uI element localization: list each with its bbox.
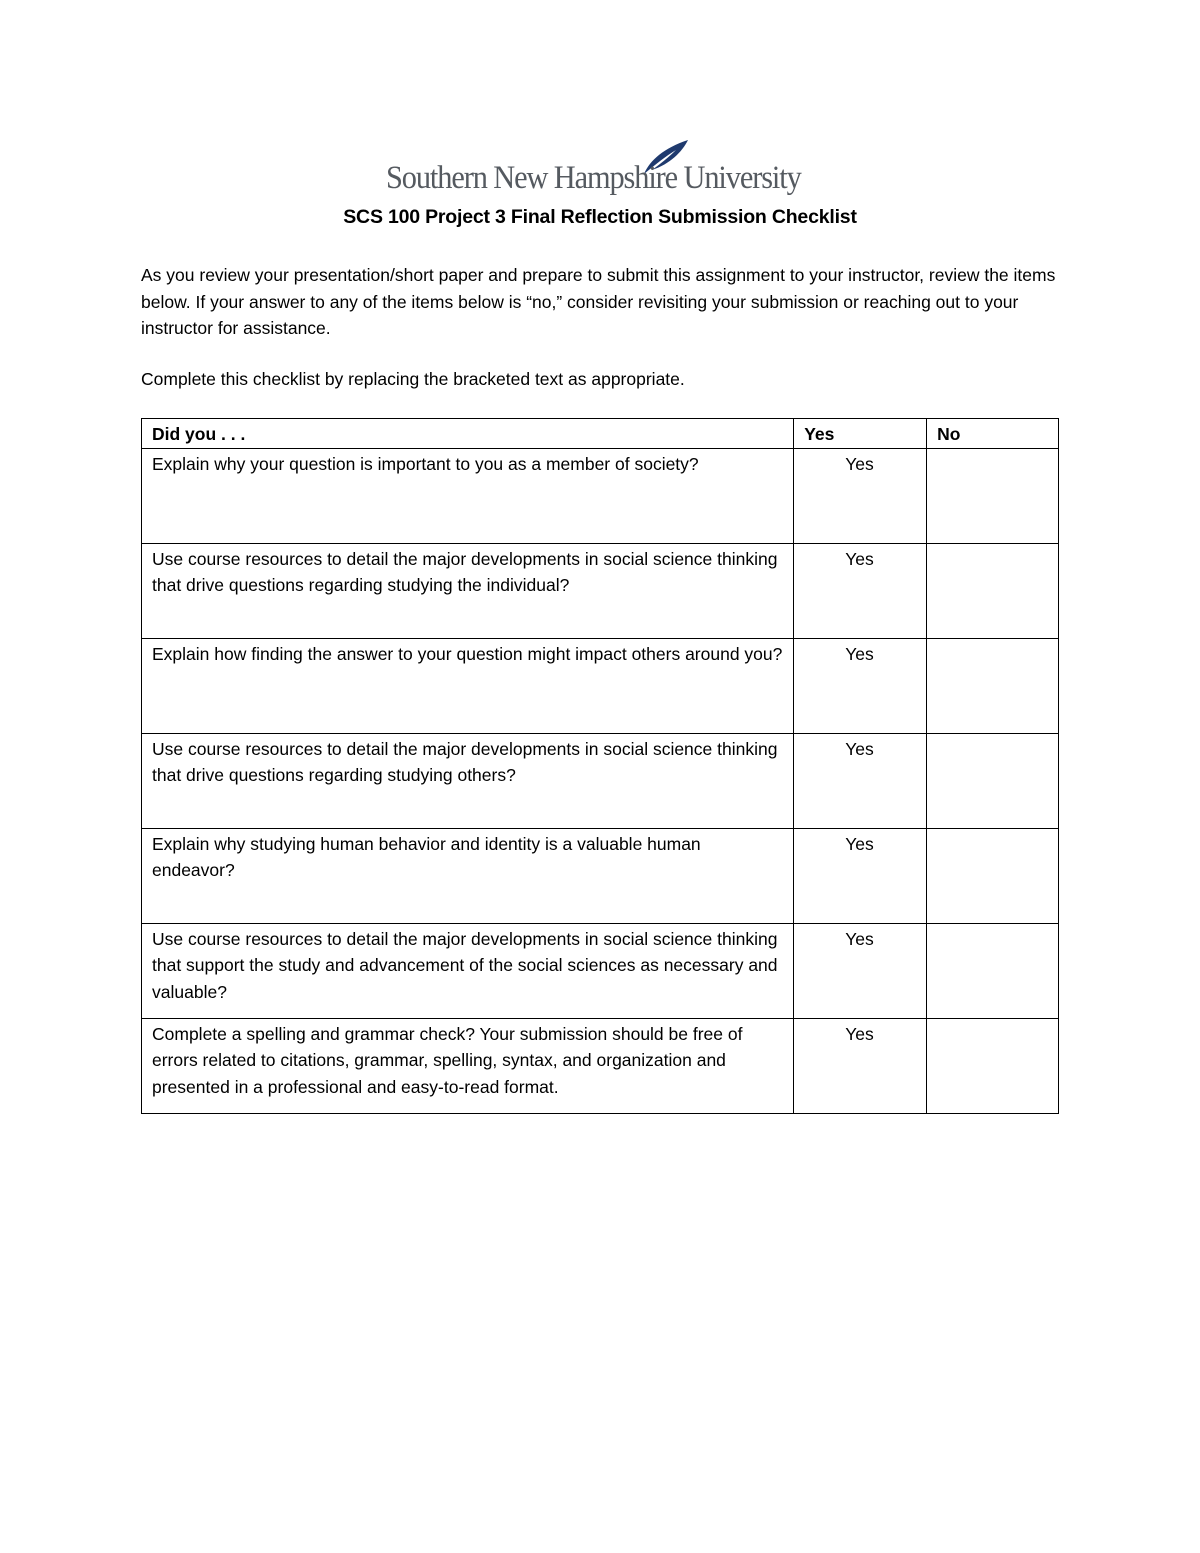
header-no: No: [927, 419, 1059, 449]
university-logo: [386, 138, 816, 208]
yes-cell[interactable]: Yes: [794, 923, 927, 1018]
table-row: [142, 448, 1059, 543]
submission-checklist-table: [141, 418, 1059, 1114]
question-cell: Explain how finding the answer to your question might impact others around you?: [142, 638, 794, 733]
question-cell: Complete a spelling and grammar check? Your submission should be free of errors related to citations, grammar, spelling, syntax, and organization and presented in a professional and easy-to-read format.: [142, 1018, 794, 1113]
instructions-paragraph: Complete this checklist by replacing the bracketed text as appropriate.: [141, 369, 685, 389]
yes-cell[interactable]: Yes: [794, 1018, 927, 1113]
question-cell: Explain why studying human behavior and identity is a valuable human endeavor?: [142, 828, 794, 923]
no-cell[interactable]: [927, 1018, 1059, 1113]
table-row: [142, 638, 1059, 733]
question-cell: Use course resources to detail the major developments in social science thinking that support the study and advancement of the social sciences as necessary and valuable?: [142, 923, 794, 1018]
question-cell: Use course resources to detail the major developments in social science thinking that drive questions regarding studying others?: [142, 733, 794, 828]
header-yes: Yes: [794, 419, 927, 449]
no-cell[interactable]: [927, 638, 1059, 733]
yes-cell[interactable]: Yes: [794, 733, 927, 828]
table-row: [142, 828, 1059, 923]
no-cell[interactable]: [927, 923, 1059, 1018]
question-cell: Use course resources to detail the major developments in social science thinking that drive questions regarding studying the individual?: [142, 543, 794, 638]
table-row: [142, 923, 1059, 1018]
table-row: [142, 733, 1059, 828]
header-did-you: Did you . . .: [142, 419, 794, 449]
no-cell[interactable]: [927, 448, 1059, 543]
document-title: SCS 100 Project 3 Final Reflection Submission Checklist: [343, 206, 857, 228]
yes-cell[interactable]: Yes: [794, 543, 927, 638]
question-cell: Explain why your question is important to you as a member of society?: [142, 448, 794, 543]
yes-cell[interactable]: Yes: [794, 828, 927, 923]
table-row: [142, 1018, 1059, 1113]
table-header-row: [142, 419, 1059, 449]
no-cell[interactable]: [927, 543, 1059, 638]
yes-cell[interactable]: Yes: [794, 638, 927, 733]
no-cell[interactable]: [927, 828, 1059, 923]
yes-cell[interactable]: Yes: [794, 448, 927, 543]
table-row: [142, 543, 1059, 638]
intro-paragraph: As you review your presentation/short paper and prepare to submit this assignment to your instructor, review the items below. If your answer to any of the items below is “no,” consider revisiting your submission or reaching out to your instructor for assistance.: [141, 265, 1056, 338]
no-cell[interactable]: [927, 733, 1059, 828]
logo-wordmark: Southern New Hampshire University: [386, 160, 801, 196]
